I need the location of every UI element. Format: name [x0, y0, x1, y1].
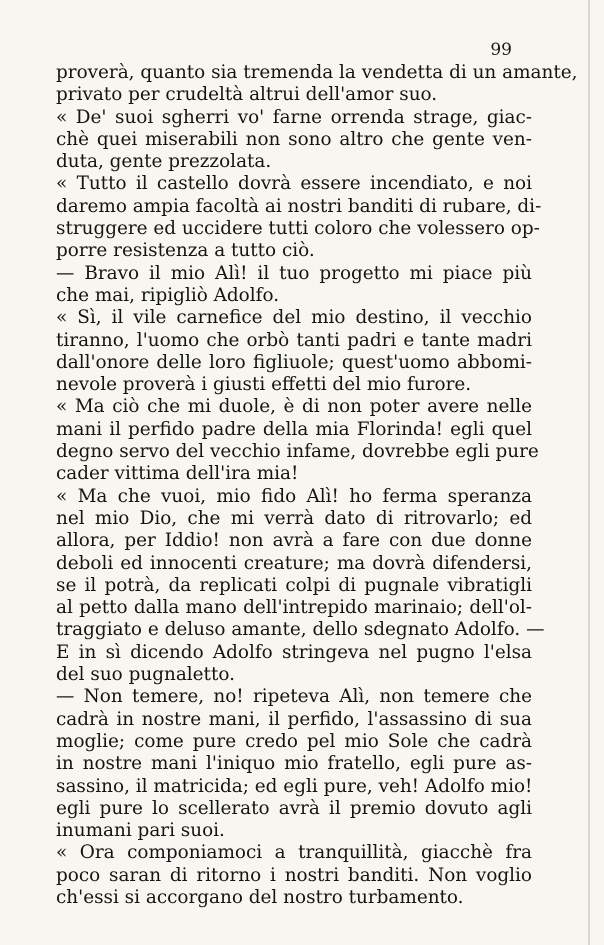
text-line: egli pure lo scellerato avrà il premio dovuto agli	[56, 797, 532, 819]
text-line: in nostre mani l'iniquo mio fratello, egli pure as-	[56, 753, 532, 775]
text-line: cader vittima dell'ira mia!	[56, 463, 299, 485]
text-line: nel mio Dio, che mi verrà dato di ritrovarlo; ed	[56, 507, 532, 529]
text-line: dall'onore delle loro figliuole; quest'uomo abbomi-	[56, 351, 532, 373]
text-line: traggiato e deluso amante, dello sdegnato Adolfo. —	[56, 619, 545, 641]
text-line: « Ma ciò che mi duole, è di non poter avere nelle	[56, 396, 532, 418]
text-line: duta, gente prezzolata.	[56, 151, 272, 173]
text-line: proverà, quanto sia tremenda la vendetta di un amante,	[56, 62, 578, 83]
text-line: poco saran di ritorno i nostri banditi. Non voglio	[56, 864, 532, 886]
text-line: deboli ed innocenti creature; ma dovrà difendersi,	[56, 552, 532, 574]
text-line: degno servo del vecchio infame, dovrebbe egli pure	[56, 441, 539, 463]
body-text	[56, 62, 578, 909]
text-line: — Non temere, no! ripeteva Alì, non temere che	[56, 686, 532, 708]
text-line: « Ma che vuoi, mio fido Alì! ho ferma speranza	[56, 485, 532, 507]
text-line: al petto dalla mano dell'intrepido marinaio; dell'ol-	[56, 597, 532, 619]
text-line: inumani pari suoi.	[56, 820, 225, 842]
text-line: ch'essi si accorgano del nostro turbamento.	[56, 886, 464, 908]
page-number: 99	[490, 40, 512, 60]
text-line: del suo pugnaletto.	[56, 664, 235, 686]
text-line: tiranno, l'uomo che orbò tanti padri e tante madri	[56, 329, 532, 351]
text-line: nevole proverà i giusti effetti del mio furore.	[56, 374, 472, 396]
text-line: sassino, il matricida; ed egli pure, veh! Adolfo mio!	[56, 775, 533, 797]
text-line: E in sì dicendo Adolfo stringeva nel pugno l'elsa	[56, 641, 532, 663]
text-line: privato per crudeltà altrui dell'amor suo.	[56, 84, 438, 106]
text-line: « Tutto il castello dovrà essere incendiato, e noi	[56, 173, 532, 195]
text-line: « Sì, il vile carnefice del mio destino, il vecchio	[56, 307, 532, 329]
text-line: moglie; come pure credo pel mio Sole che cadrà	[56, 730, 532, 752]
text-line: chè quei miserabili non sono altro che gente ven-	[56, 128, 532, 150]
text-line: daremo ampia facoltà ai nostri banditi di rubare, di-	[56, 195, 542, 217]
text-line: « Ora componiamoci a tranquillità, giacchè fra	[56, 842, 532, 864]
text-line: porre resistenza a tutto ciò.	[56, 240, 315, 262]
text-line: struggere ed uccidere tutti coloro che volessero op-	[56, 218, 540, 240]
text-line: che mai, ripigliò Adolfo.	[56, 284, 280, 306]
text-line: « De' suoi sgherri vo' farne orrenda strage, giac-	[56, 106, 532, 128]
text-line: mani il perfido padre della mia Florinda! egli quel	[56, 418, 532, 440]
text-line: se il potrà, da replicati colpi di pugnale vibratigli	[56, 574, 532, 596]
page-edge	[588, 0, 590, 945]
text-line: — Bravo il mio Alì! il tuo progetto mi piace più	[56, 262, 532, 284]
text-line: allora, per Iddio! non avrà a fare con due donne	[56, 530, 532, 552]
text-line: cadrà in nostre mani, il perfido, l'assassino di sua	[56, 708, 532, 730]
